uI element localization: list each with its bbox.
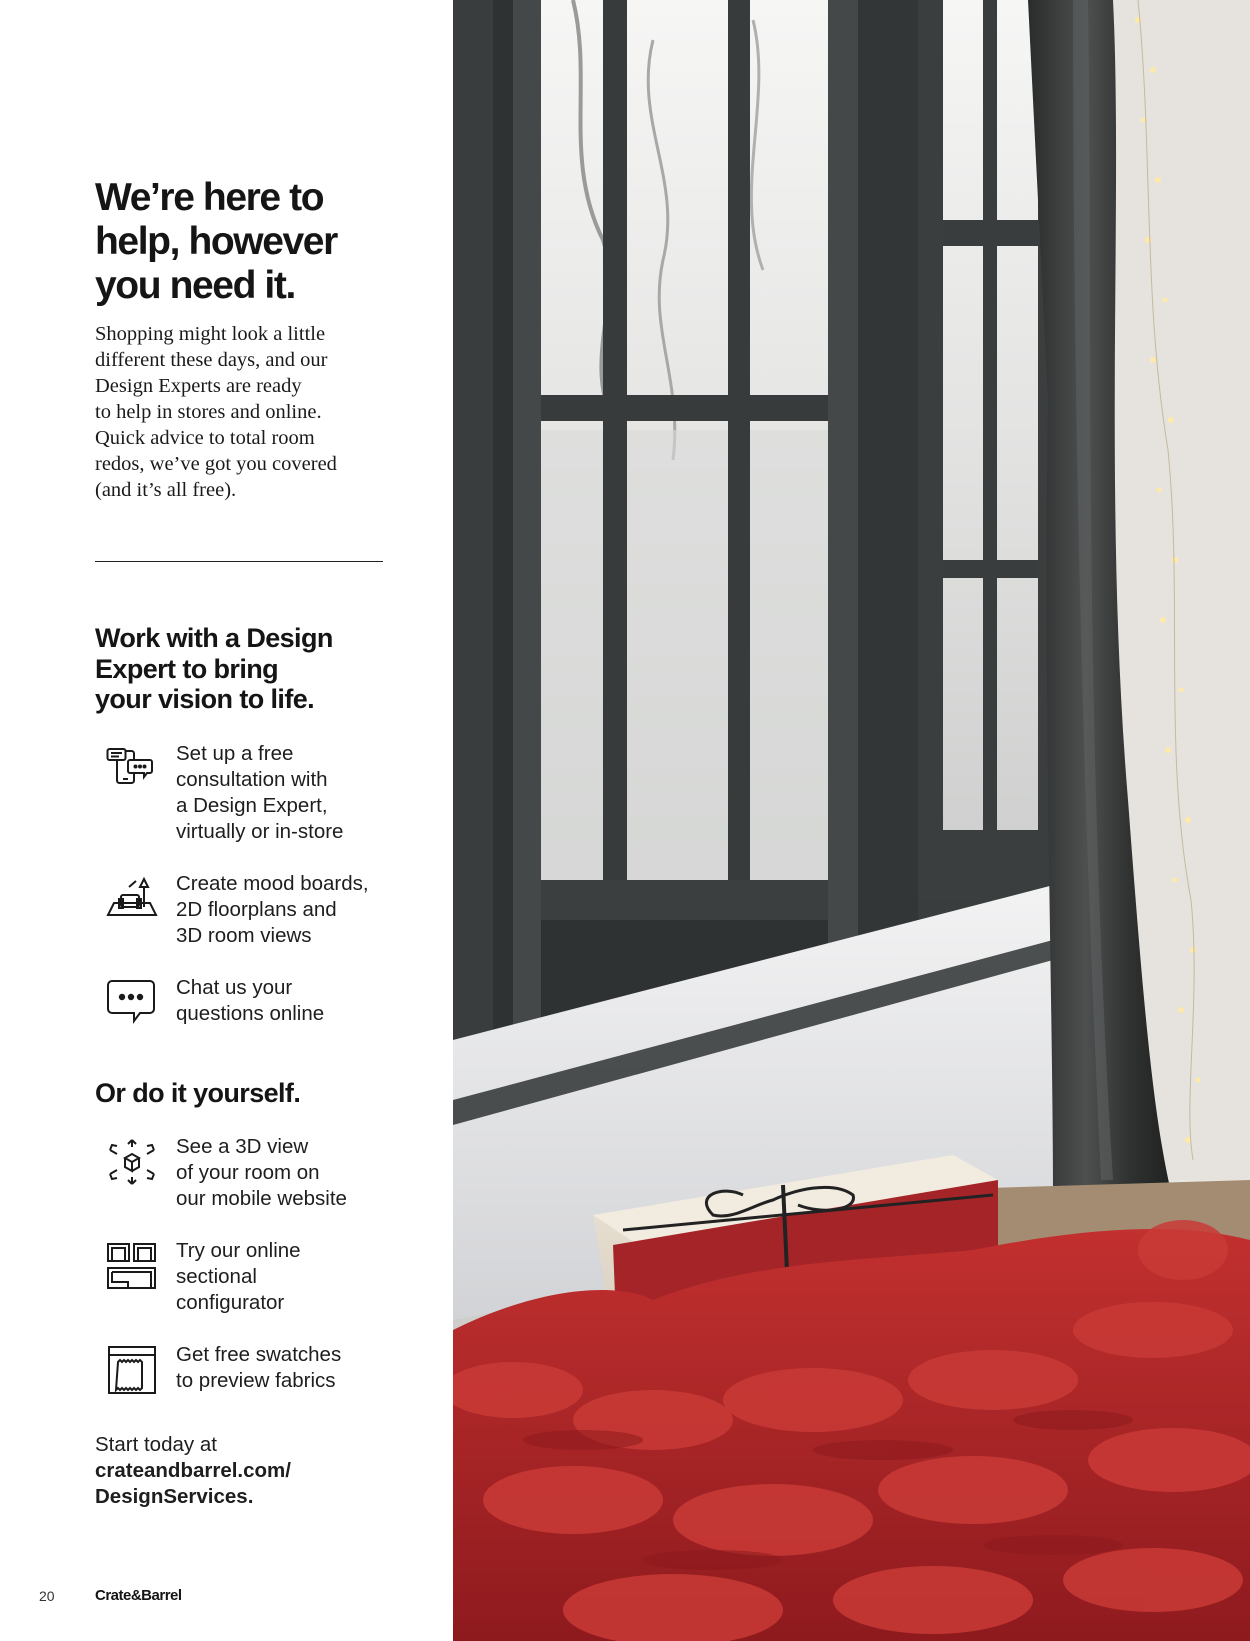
expert-item-text bbox=[176, 975, 436, 1027]
mood-board-icon bbox=[106, 873, 158, 925]
cta-lead: Start today at bbox=[95, 1433, 217, 1456]
item-line: virtually or in-store bbox=[176, 820, 344, 843]
expert-title-line: Work with a Design bbox=[95, 623, 333, 653]
chat-bubble-icon bbox=[106, 977, 158, 1029]
headline-line: help, however bbox=[95, 220, 337, 263]
intro-paragraph bbox=[95, 321, 395, 503]
intro-line: redos, we’ve got you covered bbox=[95, 453, 337, 475]
3d-cube-icon bbox=[106, 1136, 158, 1188]
intro-line: (and it’s all free). bbox=[95, 479, 237, 501]
diy-section-title: Or do it yourself. bbox=[95, 1078, 301, 1108]
headline-line: you need it. bbox=[95, 264, 295, 307]
intro-line: different these days, and our bbox=[95, 349, 328, 371]
expert-item-text bbox=[176, 871, 436, 949]
item-line: Get free swatches bbox=[176, 1343, 342, 1366]
item-line: Set up a free bbox=[176, 742, 294, 765]
divider bbox=[95, 561, 383, 562]
item-line: consultation with bbox=[176, 768, 328, 791]
item-line: See a 3D view bbox=[176, 1135, 309, 1158]
item-line: a Design Expert, bbox=[176, 794, 328, 817]
expert-title-line: Expert to bring bbox=[95, 653, 279, 684]
page-number: 20 bbox=[39, 1588, 55, 1604]
diy-item-text bbox=[176, 1238, 436, 1316]
intro-line: Design Experts are ready bbox=[95, 375, 302, 397]
item-line: sectional bbox=[176, 1265, 257, 1288]
item-line: 2D floorplans and bbox=[176, 898, 337, 921]
diy-item-text bbox=[176, 1134, 436, 1212]
headline bbox=[95, 176, 435, 308]
item-line: Create mood boards, bbox=[176, 872, 369, 895]
intro-line: Quick advice to total room bbox=[95, 427, 315, 449]
intro-line: Shopping might look a little bbox=[95, 323, 326, 345]
item-line: Chat us your bbox=[176, 976, 293, 999]
phone-chat-icon bbox=[106, 743, 158, 795]
item-line: configurator bbox=[176, 1291, 285, 1314]
intro-line: to help in stores and online. bbox=[95, 401, 322, 423]
item-line: our mobile website bbox=[176, 1187, 347, 1210]
diy-item-text bbox=[176, 1342, 436, 1394]
item-line: of your room on bbox=[176, 1161, 320, 1184]
expert-item-text bbox=[176, 741, 436, 845]
brand-logo: Crate&Barrel bbox=[95, 1587, 182, 1604]
item-line: 3D room views bbox=[176, 924, 312, 947]
fabric-swatch-icon bbox=[106, 1344, 158, 1396]
headline-line: We’re here to bbox=[95, 176, 324, 219]
item-line: questions online bbox=[176, 1002, 325, 1025]
call-to-action bbox=[95, 1432, 425, 1510]
expert-title-line: your vision to life. bbox=[95, 684, 315, 714]
expert-section-title bbox=[95, 623, 435, 715]
text-column bbox=[0, 0, 453, 1641]
item-line: to preview fabrics bbox=[176, 1369, 336, 1392]
design-services-link[interactable]: DesignServices. bbox=[95, 1485, 254, 1508]
sectional-layout-icon bbox=[106, 1240, 158, 1292]
item-line: Try our online bbox=[176, 1239, 301, 1262]
window-gift-photo bbox=[453, 0, 1250, 1641]
design-services-link[interactable]: crateandbarrel.com/ bbox=[95, 1459, 291, 1482]
